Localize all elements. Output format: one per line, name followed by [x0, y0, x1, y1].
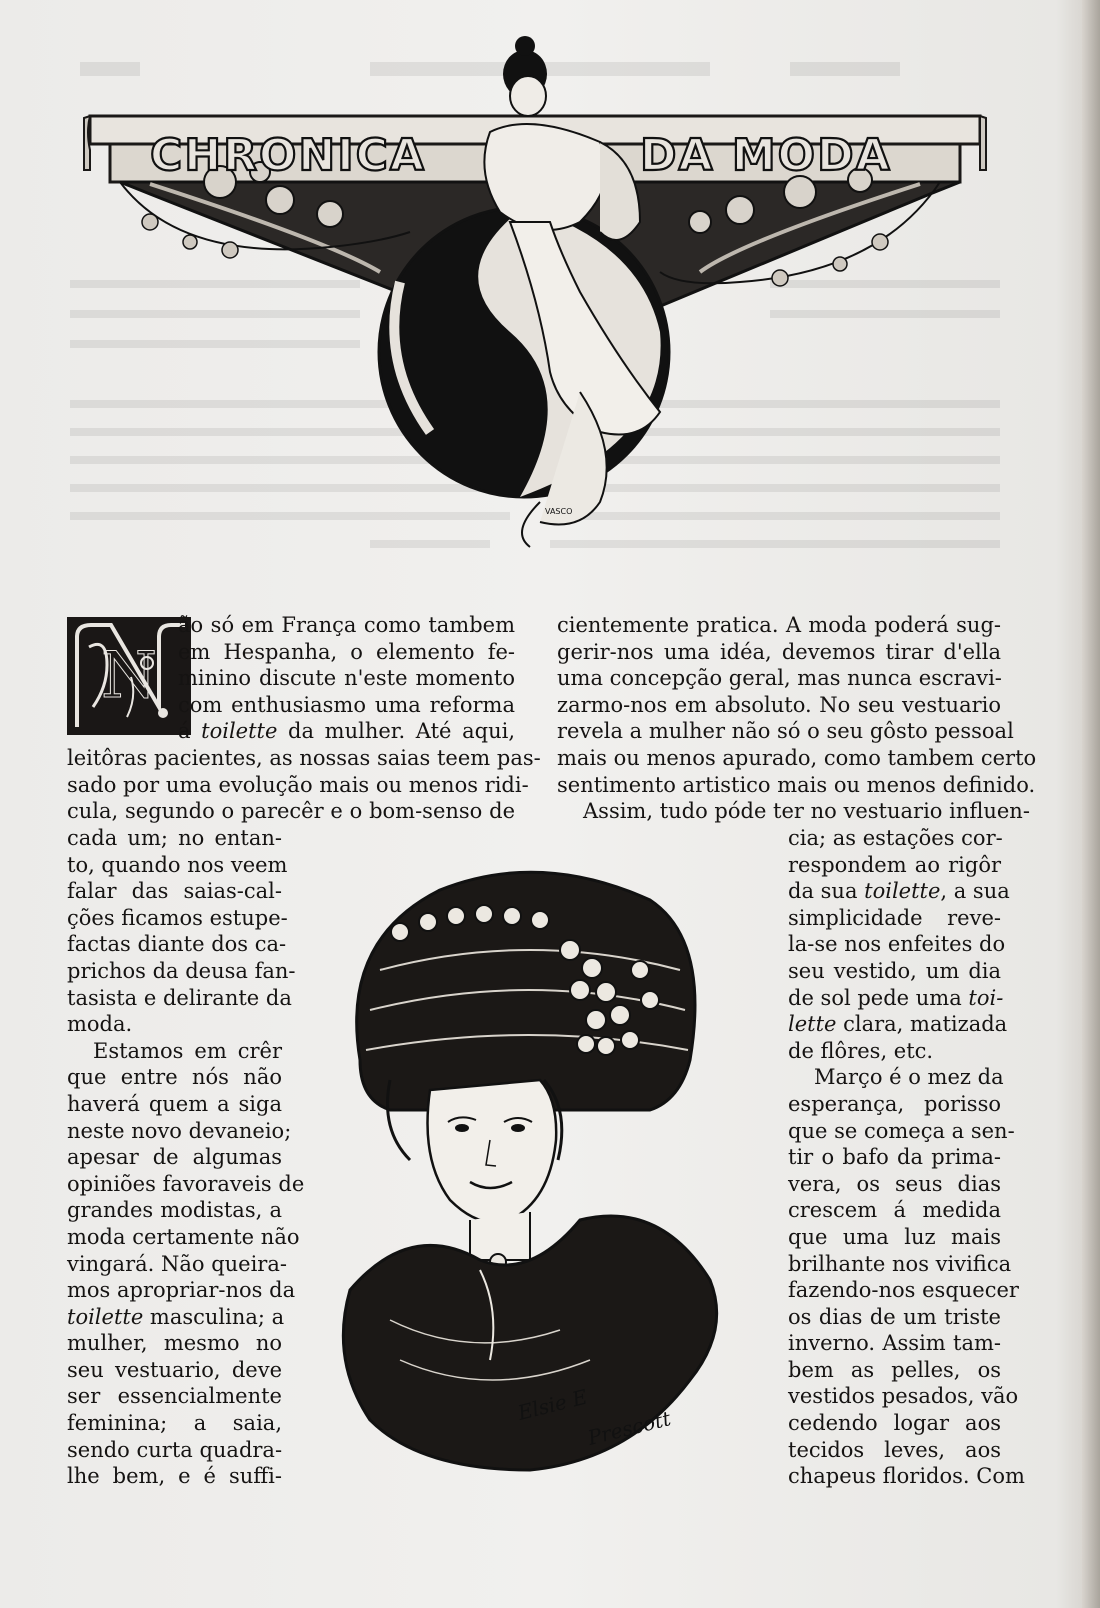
- woman-in-hat-portrait-illustration: [330, 860, 750, 1480]
- text-line: grandes modistas, a: [67, 1198, 282, 1223]
- text-line: opiniões favoraveis de: [67, 1171, 305, 1196]
- text-line: que uma luz mais: [788, 1224, 1001, 1249]
- text-line: seu vestuario, deve: [67, 1357, 282, 1382]
- text-line: fazendo-nos esquecer: [788, 1278, 1019, 1303]
- left-column-middle: [67, 745, 541, 825]
- text-line: Assim, tudo póde ter no vestuario influen-: [583, 799, 1030, 824]
- drop-cap-letter: N: [101, 639, 157, 713]
- text-line: esperança, porisso: [788, 1091, 1001, 1116]
- right-column-upper: [557, 612, 1037, 825]
- text-line: de flôres, etc.: [788, 1038, 934, 1063]
- header-artist-signature: VASCO: [545, 507, 573, 516]
- header-title-left: CHRONICA: [150, 130, 426, 181]
- text-line: uma concepção geral, mas nunca escravi-: [557, 666, 1002, 691]
- text-line: ser essencialmente: [67, 1384, 282, 1409]
- text-line: que entre nós não: [67, 1065, 282, 1090]
- text-line: feminina; a saia,: [67, 1411, 282, 1436]
- text-line: mulher, mesmo no: [67, 1331, 282, 1356]
- text-line: vera, os seus dias: [788, 1171, 1001, 1196]
- text-line: que se começa a sen-: [788, 1118, 1015, 1143]
- text-line: de sol pede uma toi-: [788, 985, 1004, 1010]
- text-line: revela a mulher não só o seu gôsto pessoal: [557, 719, 1014, 744]
- text-line: sendo curta quadra-: [67, 1437, 283, 1462]
- text-line: lhe bem, e é suffi-: [67, 1464, 282, 1489]
- text-line: ão só em França como tambem: [178, 613, 515, 637]
- text-line: tecidos leves, aos: [788, 1437, 1001, 1462]
- text-line: da sua toilette, a sua: [788, 879, 1010, 904]
- text-line: cula, segundo o parecêr e o bom-senso de: [67, 799, 515, 824]
- text-line: lette clara, matizada: [788, 1012, 1008, 1037]
- text-line: factas diante dos ca-: [67, 932, 287, 957]
- left-column-narrow: [67, 825, 305, 1490]
- text-line: cedendo logar aos: [788, 1411, 1001, 1436]
- text-line: neste novo devaneio;: [67, 1118, 292, 1143]
- header-title-right: DA MODA: [640, 130, 892, 181]
- text-line: moda.: [67, 1012, 133, 1037]
- text-line: Estamos em crêr: [93, 1038, 282, 1063]
- text-line: com enthusiasmo uma reforma: [178, 692, 515, 717]
- text-line: falar das saias-cal-: [67, 879, 282, 904]
- text-line: cia; as estações cor-: [788, 826, 1003, 850]
- text-line: simplicidade reve-: [788, 905, 1001, 930]
- text-line: os dias de um triste: [788, 1304, 1001, 1329]
- chronica-da-moda-header-illustration: [80, 32, 1000, 552]
- right-column-narrow: [788, 825, 1025, 1490]
- text-line: respondem ao rigôr: [788, 852, 1001, 877]
- text-line: mos apropriar-nos da: [67, 1278, 296, 1303]
- text-line: tasista e delirante da: [67, 985, 292, 1010]
- text-line: apesar de algumas: [67, 1145, 282, 1170]
- text-line: prichos da deusa fan-: [67, 958, 296, 983]
- text-line: chapeus floridos. Com: [788, 1464, 1025, 1489]
- ornamental-drop-cap: [67, 617, 191, 735]
- text-line: em Hespanha, o elemento fe-: [178, 639, 515, 664]
- text-line: cada um; no entan-: [67, 826, 282, 850]
- text-line: leitôras pacientes, as nossas saias teem pas-: [67, 746, 541, 770]
- text-line: zarmo-nos em absoluto. No seu vestuario: [557, 692, 1001, 717]
- text-line: á toilette da mulher. Até aqui,: [178, 719, 515, 744]
- text-line: sentimento artistico mais ou menos definido.: [557, 772, 1036, 797]
- text-line: seu vestido, um dia: [788, 958, 1001, 983]
- text-line: moda certamente não: [67, 1224, 300, 1249]
- page-edge-shadow: [1082, 0, 1100, 1608]
- portrait-signature-line2: Prescott: [585, 1406, 674, 1450]
- text-line: bem as pelles, os: [788, 1357, 1001, 1382]
- text-line: vingará. Não queira-: [67, 1251, 287, 1276]
- text-line: inverno. Assim tam-: [788, 1331, 1001, 1356]
- text-line: crescem á medida: [788, 1198, 1001, 1223]
- text-line: la-se nos enfeites do: [788, 932, 1006, 957]
- text-line: vestidos pesados, vão: [788, 1384, 1019, 1409]
- text-line: mais ou menos apurado, como tambem certo: [557, 745, 1037, 770]
- portrait-signature-line1: Elsie E: [515, 1384, 590, 1425]
- text-line: minino discute n'este momento: [178, 666, 515, 691]
- text-line: sado por uma evolução mais ou menos ridi-: [67, 772, 529, 797]
- text-line: tir o bafo da prima-: [788, 1145, 1001, 1170]
- text-line: to, quando nos veem: [67, 852, 288, 877]
- text-line: gerir-nos uma idéa, devemos tirar d'ella: [557, 639, 1001, 664]
- text-line: cientemente pratica. A moda poderá sug-: [557, 613, 1001, 637]
- text-line: Março é o mez da: [814, 1065, 1004, 1090]
- text-line: toilette masculina; a: [67, 1304, 285, 1329]
- text-line: brilhante nos vivifica: [788, 1251, 1012, 1276]
- text-line: haverá quem a siga: [67, 1091, 282, 1116]
- text-line: ções ficamos estupe-: [67, 905, 288, 930]
- left-column-upper: [178, 612, 515, 745]
